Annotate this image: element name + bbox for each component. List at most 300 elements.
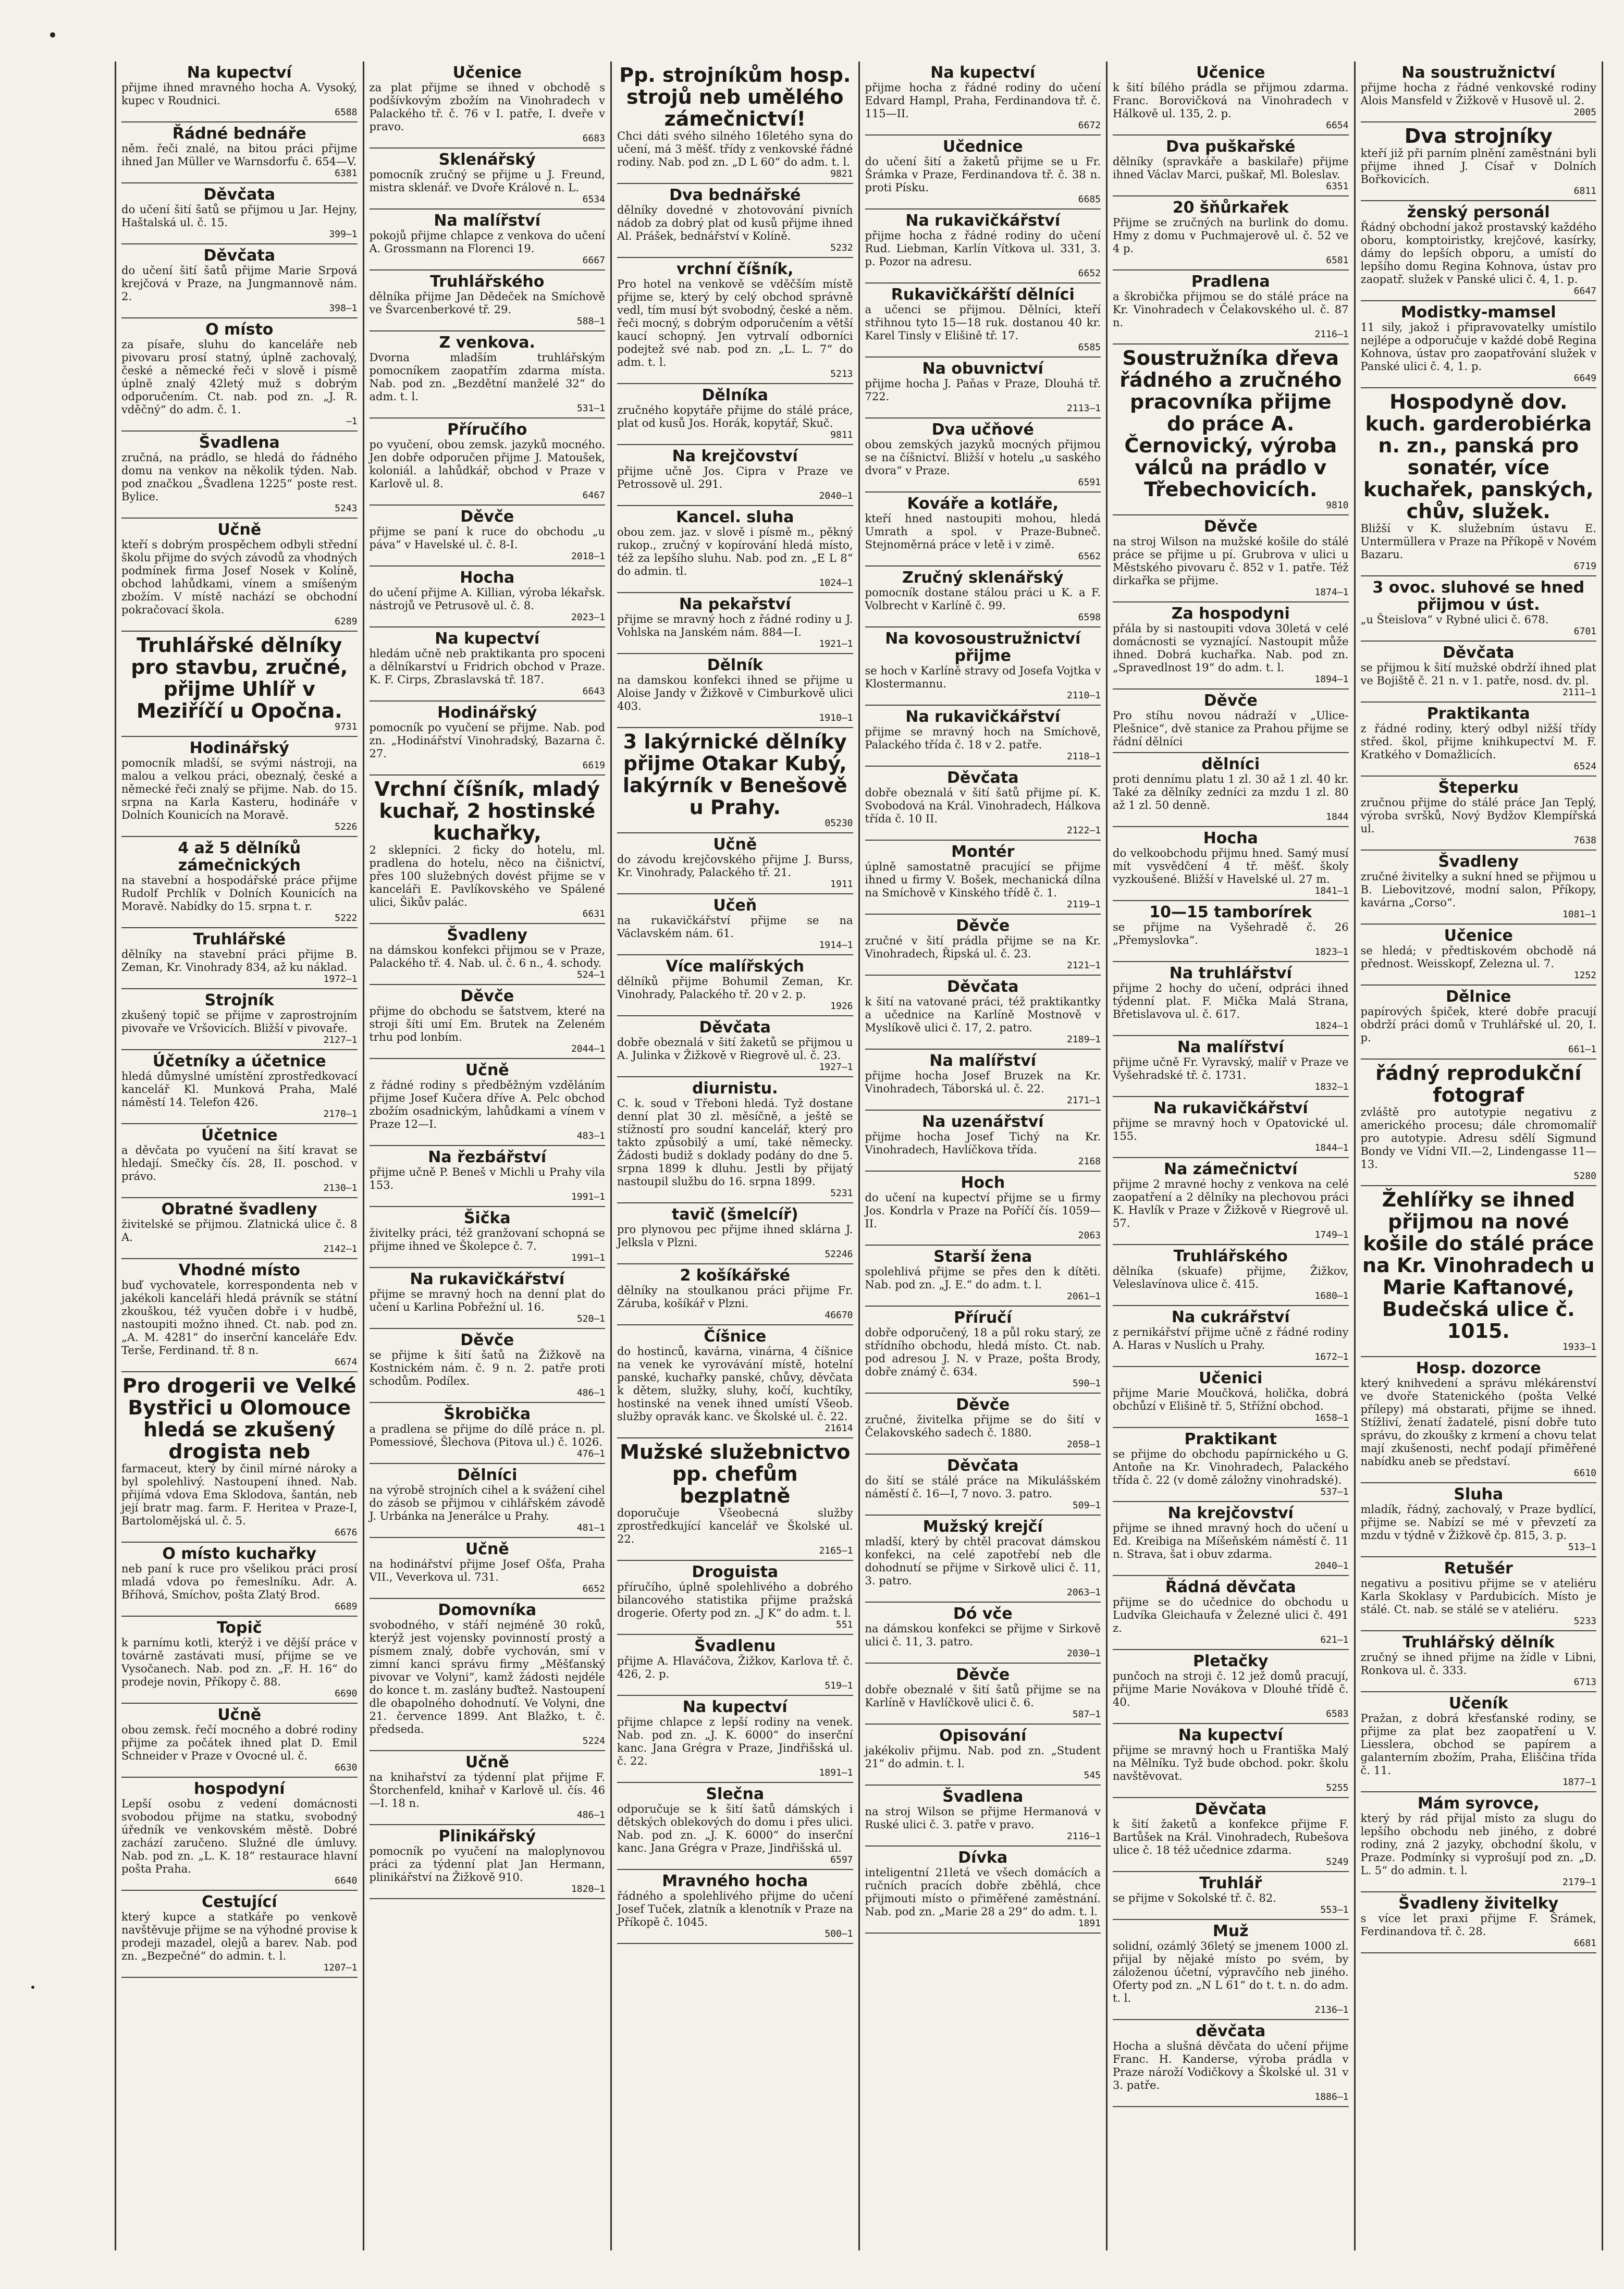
classified-ad xyxy=(1113,602,1349,690)
ad-code: 661—1 xyxy=(1568,1044,1596,1055)
ad-title: Vrchní číšník, mladý kuchař, 2 hostinské kuchařky, xyxy=(374,778,600,844)
classified-ad xyxy=(865,136,1101,210)
classified-ad xyxy=(121,432,358,519)
ad-title: Slečna xyxy=(706,1785,765,1803)
ad-body: a děvčata po vyučení na šití kravat se hledají. Smečky čís. 28, II. poschod. v právo. xyxy=(121,1144,358,1183)
ad-code: 6597 xyxy=(830,1854,853,1865)
ad-code: 1991—1 xyxy=(571,1191,605,1202)
ad-body: kteří s dobrým prospěchem odbyli střední školu přijme do svých závodů za vhodných podmínek firma Josef Nosek v Kolíně, obchod lahůdkami, vínem a smíšeným zbožím. V místě nachází se obchodní pokračovací škola. xyxy=(121,538,358,616)
ad-title: Hodinářský xyxy=(189,739,289,757)
ad-body: zručná, na prádlo, se hledá do řádného domu na venkov na několik týden. Nab. pod značkou „Švadlena 1225“ poste rest. Bylice. xyxy=(121,451,358,503)
ad-title: Děvčata xyxy=(699,1018,771,1037)
ad-code: 2113—1 xyxy=(1066,403,1101,414)
ad-code: 2116—1 xyxy=(1314,329,1349,340)
ad-body: obou zemsk. řečí mocného a dobré rodiny přijme za počátek ihned plat D. Emil Schneider v Praze v Ovocné ul. č. xyxy=(121,1724,358,1762)
ad-code: 5224 xyxy=(582,1736,605,1746)
ad-code: 1252 xyxy=(1573,970,1596,981)
ad-code: 2168 xyxy=(1078,1156,1101,1167)
ad-title: Vhodné místo xyxy=(178,1261,300,1279)
classified-ad xyxy=(1361,388,1597,576)
classified-ad xyxy=(1113,1502,1349,1576)
ad-title: Na rukavičkářství xyxy=(410,1270,565,1288)
ad-body: do učení šití šatů přijme Marie Srpová krejčová v Praze, na Jungmannově nám. 2. xyxy=(121,264,358,303)
classified-ad xyxy=(370,506,606,567)
ad-body: se přijme na Vyšehradě č. 26 „Přemyslovka“. xyxy=(1113,921,1349,946)
ad-title: Učně xyxy=(465,1061,509,1079)
classified-ad xyxy=(1113,1306,1349,1367)
classified-ad xyxy=(1113,1097,1349,1158)
classified-ad xyxy=(1361,576,1597,642)
classified-ad xyxy=(121,1778,358,1891)
ad-title: Dělnice xyxy=(1446,988,1511,1006)
ad-body: z řádné rodiny s předběžným vzděláním přijme Josef Kučera dříve A. Pelc obchod zbožím osadnickým, lahůdkami a vínem v Praze 12—I. xyxy=(369,1079,605,1130)
ad-code: 6685 xyxy=(1078,194,1101,205)
classified-ad xyxy=(1361,1186,1597,1357)
ad-title: Muž xyxy=(1212,1922,1249,1940)
ad-code: 7638 xyxy=(1573,835,1596,846)
ad-body: zručného kopytáře přijme do stálé práce, plat od kusů Jos. Horák, kopytář, Skuč. xyxy=(617,404,853,429)
ad-body: se přijme do obchodu papírnického u G. Antoňe na Kr. Vinohradech, Palackého třída č. 22 (v domě záložny vinohradské). xyxy=(1113,1448,1349,1486)
ad-code: 1024—1 xyxy=(819,577,853,588)
ad-code: 590—1 xyxy=(1072,1378,1101,1389)
ad-body: 2 sklepníci. 2 ficky do hotelu, ml. pradlena do hotelu, něco na čišnictví, přes 100 služebných dovést přijme se v kanceláři E. Pavlíkovského ve Spálené ulici, Šikův palác. xyxy=(369,844,605,908)
ad-title: Děvčata xyxy=(947,1457,1019,1475)
ad-title: 3 lakýrnické dělníky přijme Otakar Kubý, lakýrník v Benešově u Prahy. xyxy=(622,730,847,819)
ad-code: 520—1 xyxy=(576,1313,605,1324)
ad-body: do velkoobchodu přijmu hned. Samý musí mít vysvědčení 4 tř. měšť. školy vyzkoušené. Bližší v Havelské ul. 27 m. xyxy=(1113,847,1349,885)
classified-ad xyxy=(1113,2020,1349,2107)
ad-title: Soustružníka dřeva řádného a zručného pracovníka přijme do práce A. Černovický, výroba válců na prádlo v Třebechovicích. xyxy=(1119,347,1342,501)
ad-title: Na kovosoustružnictví přijme xyxy=(885,630,1081,665)
ad-code: 587—1 xyxy=(1072,1709,1101,1720)
ad-body: přijme Marie Moučková, holička, dobrá obchůzí v Elišině tř. 5, Střížní obchod. xyxy=(1113,1387,1349,1412)
ad-body: dělníky (spravkáře a baskilaře) přijme ihned Václav Marci, puškař, Ml. Boleslav. xyxy=(1113,155,1349,181)
classified-ad xyxy=(121,519,358,632)
ad-body: buď vychovatele, korrespondenta neb v jakékoli kanceláři hledá právník se státní zkouškou, též vyučen dobře i v hudbě, nastoupiti možno ihned. Ct. nab. pod zn. „A. M. 4281“ do inserční kanceláře Edv. Terše, Ferdinand. tř. 8 n. xyxy=(121,1279,358,1357)
ad-body: přijme do obchodu se šatstvem, které na stroji šíti umí Em. Brutek na Zeleném trhu pod lonbím. xyxy=(369,1005,605,1043)
ad-body: pomocník po vyučení se přijme. Nab. pod zn. „Hodinářství Vinohradský, Bazarna č. 27. xyxy=(369,721,605,760)
classified-ad xyxy=(865,493,1101,567)
ad-title: Z venkova. xyxy=(439,334,535,352)
ad-code: 1891—1 xyxy=(819,1767,853,1778)
ad-title: Kováře a kotláře, xyxy=(907,495,1059,513)
ad-code: 1749—1 xyxy=(1314,1229,1349,1240)
ad-body: přijme A. Hlaváčova, Žižkov, Karlova tř. č. 426, 2. p. xyxy=(617,1655,853,1680)
ad-code: 519—1 xyxy=(825,1680,853,1691)
ad-body: hledám učně neb praktikanta pro spoceni a dělníkarství u Fridrich obchod v Praze. K. F. Cirps, Zbraslavská tř. 187. xyxy=(369,647,605,686)
ad-title: Děvče xyxy=(956,917,1010,935)
ad-code: 545 xyxy=(1084,1770,1101,1781)
ad-title: Děvčata xyxy=(1443,644,1515,662)
classified-ad xyxy=(865,1111,1101,1172)
ad-code: 1680—1 xyxy=(1314,1290,1349,1301)
classified-ad xyxy=(617,593,853,654)
ad-code: 486—1 xyxy=(576,1810,605,1820)
ad-body: přijme se mravný hoch z řádné rodiny u J. Vohlska na Janském nám. 884—I. xyxy=(617,613,853,638)
classified-ad xyxy=(617,1264,853,1325)
ad-body: hledá důmyslné umístění zprostředkovací kancelář Kl. Munková Praha, Malé náměstí 14. Telefon 426. xyxy=(121,1070,358,1109)
ad-body: přijme hocha J. Paňas v Praze, Dlouhá tř. 722. xyxy=(865,377,1101,403)
ad-title: Hodinářský xyxy=(437,704,537,722)
ad-code: 486—1 xyxy=(576,1387,605,1398)
ad-title: Děvčata xyxy=(203,247,275,265)
ad-title: Za hospodyni xyxy=(1171,605,1290,623)
ad-code: 2130—1 xyxy=(323,1183,358,1193)
ad-title: Děvče xyxy=(956,1666,1010,1684)
ad-title: řádný reprodukční fotograf xyxy=(1375,1062,1582,1106)
classified-ad xyxy=(865,358,1101,419)
classified-ad xyxy=(1113,196,1349,270)
ad-title: Děvče xyxy=(460,987,514,1005)
classified-ad xyxy=(370,1751,606,1825)
ad-title: děvčata xyxy=(1196,2022,1266,2040)
ad-body: farmaceut, který by činil mírné nároky a byl spolehlivý. Nastoupení ihned. Nab. přijímá vdova Ema Sklodova, šantán, neb její bratr mag. farm. F. Heritea v Praze-I, Bartolomějská ul. č. 5. xyxy=(121,1462,358,1527)
classified-ad xyxy=(370,1599,606,1751)
classified-ad xyxy=(865,976,1101,1050)
ad-title: Sklenářský xyxy=(438,151,536,169)
classified-ad xyxy=(617,1325,853,1438)
ad-body: za písaře, sluhu do kanceláře neb pivovaru prosí statný, úplně zachovalý, české a německé řeči v slově i písmě úplně znalý 42letý muž s dobrým odporučením. Ct. nab. pod zn. „J. R. vděčný“ do adm. č. 1. xyxy=(121,338,358,416)
ad-body: na stroj Wilson se přijme Hermanová v Ruské ulici č. 3. patře v pravo. xyxy=(865,1805,1101,1831)
ad-body: za plat přijme se ihned v obchodě s podšívkovým zbožím na Vinohradech v Palackého tř. č. 76 v I. patře, I. dveře v pravo. xyxy=(369,81,605,133)
classified-ad xyxy=(1361,703,1597,777)
classified-ad xyxy=(1361,925,1597,986)
classified-ad xyxy=(1361,1357,1597,1483)
ad-code: 9811 xyxy=(830,429,853,440)
classified-ad xyxy=(617,654,853,728)
ad-code: 1841—1 xyxy=(1314,885,1349,896)
classified-ad xyxy=(617,61,853,184)
ad-code: 6631 xyxy=(582,908,605,919)
ad-body: pomocník mladší, se svými nástroji, na malou a velkou práci, obeznalý, české a německé řeči znalý se přijme. Nab. do 15. srpna na Karla Kasteru, hodináře v Dolních Kounicích na Moravě. xyxy=(121,757,358,821)
ad-code: 1874—1 xyxy=(1314,587,1349,598)
classified-ad xyxy=(617,258,853,384)
ad-title: Dělníci xyxy=(457,1466,518,1484)
column-2 xyxy=(364,61,612,2250)
print-speck xyxy=(31,1986,34,1989)
classified-columns xyxy=(115,61,1603,2250)
classified-ad xyxy=(370,1403,606,1464)
ad-title: Domovníka xyxy=(438,1601,537,1619)
ad-title: Sluha xyxy=(1454,1485,1504,1504)
classified-ad xyxy=(865,1725,1101,1786)
classified-ad xyxy=(1113,827,1349,901)
classified-ad xyxy=(865,1455,1101,1516)
ad-code: 1820—1 xyxy=(571,1884,605,1894)
ad-body: zručné v šití prádla přijme se na Kr. Vinohradech, Řipská ul. č. 23. xyxy=(865,934,1101,960)
ad-code: 9731 xyxy=(335,721,358,732)
ad-body: dobře obeznalá v šití šatů přijme pí. K. Svobodová na Král. Vinohradech, Hálkova třída č. 10 II. xyxy=(865,786,1101,825)
classified-ad xyxy=(865,419,1101,493)
ad-code: 6351 xyxy=(1326,181,1349,192)
ad-code: 2111—1 xyxy=(1562,687,1596,698)
ad-title: Číšnice xyxy=(704,1327,767,1346)
ad-code: 21614 xyxy=(825,1423,853,1434)
ad-body: přijme se mravný hoch na denní plat do učení u Karlina Pobřežní ul. 16. xyxy=(369,1288,605,1313)
ad-body: Přijme se zručných na burlink do domu. Hmy z domu v Puchmajerově ul. č. 52 ve 4 p. xyxy=(1113,216,1349,255)
ad-title: Učednice xyxy=(942,138,1023,156)
ad-body: pomocník po vyučení na maloplynovou práci za týdenní plat Jan Hermann, plinikářství na Žižkově 910. xyxy=(369,1845,605,1884)
classified-ad xyxy=(617,1077,853,1203)
ad-code: 2058—1 xyxy=(1066,1439,1101,1450)
ad-title: Učně xyxy=(465,1753,509,1771)
classified-ad xyxy=(121,1198,358,1259)
ad-code: 6654 xyxy=(1326,120,1349,131)
ad-code: 1844 xyxy=(1326,811,1349,822)
ad-title: Žehlířky se ihned přijmou na nové košile do stálé práce na Kr. Vinohradech u Marie Kaftanové, Budečská ulice č. 1015. xyxy=(1362,1188,1595,1343)
ad-code: 6583 xyxy=(1326,1708,1349,1719)
ad-title: Truhlářského xyxy=(1173,1247,1288,1265)
classified-ad xyxy=(865,210,1101,284)
ad-body: jakékoliv přijmu. Nab. pod zn. „Student 21“ do admin. t. l. xyxy=(865,1744,1101,1770)
ad-code: 6811 xyxy=(1573,186,1596,196)
ad-title: ženský personál xyxy=(1407,203,1550,221)
ad-body: přijme se mravný hoch v Opatovické ul. 155. xyxy=(1113,1117,1349,1142)
ad-body: přijme hocha z řádné venkovské rodiny Alois Mansfeld v Žižkově v Husově ul. 2. xyxy=(1360,81,1596,107)
ad-code: 2122—1 xyxy=(1066,825,1101,836)
ad-title: Šička xyxy=(463,1209,511,1227)
ad-code: 1081—1 xyxy=(1562,909,1596,920)
ad-title: Dva bednářské xyxy=(669,186,801,204)
ad-code: 6630 xyxy=(335,1762,358,1773)
ad-title: Rukavičkářští dělníci xyxy=(891,286,1075,304)
ad-body: punčoch na stroji č. 12 jež domů pracují, přijme Marie Novákova v Dlouhé třídě č. 40. xyxy=(1113,1670,1349,1708)
ad-body: do učení šití šatů se přijmou u Jar. Hejny, Haštalská ul. č. 15. xyxy=(121,203,358,229)
ad-title: Hoch xyxy=(961,1174,1005,1192)
ad-body: Pro hotel na venkově se vděčším místě přijme se, který by celý obchod správně vedl, tím musí být svobodný, české a něm. řeči mocný, s dobrým odporučením a větší kaucí schopný. Jen vytrvalí odborníci podejtež své nab. pod zn. „L. L. 7“ do adm. t. l. xyxy=(617,278,853,368)
ad-code: 2063 xyxy=(1078,1230,1101,1241)
classified-ad xyxy=(121,1372,358,1543)
ad-body: neb paní k ruce pro všelikou práci prosí mladá vdova po řemeslníku. Adr. A. Bříhová, Smíchov, pošta Zlatý Brod. xyxy=(121,1562,358,1601)
ad-code: 2136—1 xyxy=(1314,2004,1349,2015)
ad-title: Na uzenářství xyxy=(922,1113,1044,1131)
classified-ad xyxy=(370,1146,606,1207)
classified-ad xyxy=(865,1603,1101,1664)
ad-title: Cestující xyxy=(201,1893,277,1911)
ad-code: 6674 xyxy=(335,1357,358,1368)
classified-ad xyxy=(1113,1920,1349,2020)
classified-ad xyxy=(121,61,358,122)
ad-body: přijme učně Fr. Vyravský, malíř v Praze ve Vyšehradské tř. č. 1731. xyxy=(1113,1056,1349,1081)
classified-ad xyxy=(1361,851,1597,925)
ad-code: 1921—1 xyxy=(819,638,853,649)
ad-title: Učeník xyxy=(1448,1694,1508,1713)
ad-title: Děvčata xyxy=(1195,1800,1266,1818)
ad-title: Montér xyxy=(951,843,1015,861)
ad-body: spolehlivá přijme se přes den k dítěti. Nab. pod zn. „J. E.“ do adm. t. l. xyxy=(865,1265,1101,1291)
ad-code: 1926 xyxy=(830,1001,853,1012)
ad-title: Na kupectví xyxy=(930,64,1036,82)
classified-ad xyxy=(370,1329,606,1403)
ad-body: příručího, úplně spolehlivého a dobrého bilancového statistika přijme pražská drogerie. Oferty pod zn. „J K“ do adm. t. l. xyxy=(617,1581,853,1619)
ad-code: 1933—1 xyxy=(1562,1342,1596,1352)
classified-ad xyxy=(1361,1483,1597,1557)
ad-body: k parnímu kotli, kterýž i ve dější práce v továrně zastávati musí, přijme se ve Vysočanech. Nab. pod zn. „F. H. 16“ do prodeje novin, Příkopy č. 88. xyxy=(121,1636,358,1688)
ad-body: zručné živitelky a sukní hned se přijmou u B. Liebovitzové, modní salon, Příkopy, kavárna „Corso“. xyxy=(1360,870,1596,909)
ad-code: 2005 xyxy=(1573,107,1596,118)
classified-ad xyxy=(617,506,853,593)
classified-ad xyxy=(865,627,1101,706)
ad-body: dělníka (skuafe) přijme, Žižkov, Veleslavínova ulice č. 415. xyxy=(1113,1265,1349,1290)
ad-title: Děvče xyxy=(956,1396,1010,1414)
classified-ad xyxy=(370,702,606,776)
ad-body: dobře obeznalé v šití šatů přijme se na Karlíně v Havlíčkově ulici č. 6. xyxy=(865,1683,1101,1709)
ad-body: přijme se ihned mravný hoch do učení u Ed. Kreibiga na Míšeňském náměstí č. 11 n. Strava, šat i obuv zdarma. xyxy=(1113,1522,1349,1560)
ad-body: živitelské se přijmou. Zlatnická ulice č. 8 A. xyxy=(121,1218,358,1244)
ad-body: s více let praxi přijme F. Šrámek, Ferdinandova tř. č. 28. xyxy=(1360,1912,1596,1938)
classified-ad xyxy=(865,567,1101,627)
ad-title: Účetnice xyxy=(201,1126,278,1144)
ad-body: který kupce a statkáře po venkově navštěvuje přijme se na výhodné provise k prodeji mazadel, olejů a barev. Nab. pod zn. „Bezpečné“ do admin. t. l. xyxy=(121,1911,358,1962)
classified-ad xyxy=(865,767,1101,841)
ad-title: Dva puškařské xyxy=(1166,138,1296,156)
classified-ad xyxy=(617,1438,853,1561)
ad-title: Škrobička xyxy=(444,1405,531,1423)
ad-title: Strojník xyxy=(204,991,274,1010)
ad-code: 2040—1 xyxy=(819,490,853,501)
ad-title: Na truhlářství xyxy=(1169,964,1292,982)
ad-code: 6683 xyxy=(582,133,605,144)
ad-body: dělníka přijme Jan Dědeček na Smíchově ve Švarcenberkové tř. 29. xyxy=(369,290,605,316)
ad-body: kteří hned nastoupiti mohou, hledá Umrath a spol. v Praze-Bubneč. Stejnoměrná práce v letě i v zimě. xyxy=(865,512,1101,551)
ad-code: 1877—1 xyxy=(1562,1777,1596,1788)
classified-ad xyxy=(865,61,1101,136)
ad-body: na výrobě strojních cihel a k svážení cihel do zásob se přijmou v cihlářském závodě J. Urbánka na Jenerálce u Prahy. xyxy=(369,1484,605,1522)
classified-ad xyxy=(370,567,606,627)
ad-code: 6690 xyxy=(335,1688,358,1699)
classified-ad xyxy=(617,1870,853,1944)
ad-body: Chci dáti svého silného 16letého syna do učení, má 3 měšť. třídy z venkovské řádné rodiny. Nab. pod zn. „D L 60“ do adm. t. l. xyxy=(617,130,853,168)
ad-title: Na rukavičkářství xyxy=(905,708,1061,726)
ad-code: 481—1 xyxy=(576,1522,605,1533)
ad-body: obou zem. jaz. v slově i písmě m., pěkný rukop., zručný v kopírování hledá místo, též za lepšího sluhu. Nab. pod zn. „E L 8“ do admin. tl. xyxy=(617,526,853,577)
ad-code: 6652 xyxy=(582,1583,605,1594)
ad-title: Na malířství xyxy=(1177,1038,1284,1056)
ad-body: Řádný obchodní jakož prostavský každého oboru, komptoiristky, krejčové, kasírky, dámy do lepších obporu, a umístí do lepšího domu Regina Kohnova, ústav pro zaopatř. služek v Panské ulici č. 4, 1. p. xyxy=(1360,221,1596,286)
ad-code: 2119—1 xyxy=(1066,899,1101,910)
ad-title: Švadlenu xyxy=(694,1637,776,1655)
ad-title: Na kupectví xyxy=(435,630,540,648)
ad-title: Více malířských xyxy=(666,957,804,976)
ad-title: Mravného hocha xyxy=(662,1872,808,1890)
ad-code: 6591 xyxy=(1078,477,1101,488)
ad-title: 2 košíkářské xyxy=(680,1266,791,1285)
ad-title: Účetníky a účetnice xyxy=(152,1052,326,1070)
ad-code: 6643 xyxy=(582,686,605,697)
ad-title: Pro drogerii ve Velké Bystřici u Olomouce hledá se zkušený drogista neb xyxy=(122,1374,356,1463)
classified-ad xyxy=(617,1561,853,1635)
classified-ad xyxy=(1113,962,1349,1036)
ad-body: se přijme k šití šatů na Žižkově na Kostnickém nám. č. 9 n. 2. patře proti schodům. Podílex. xyxy=(369,1349,605,1387)
ad-title: Hocha xyxy=(460,569,515,587)
ad-code: 6689 xyxy=(335,1601,358,1612)
ad-code: 1824—1 xyxy=(1314,1020,1349,1031)
ad-code: 1886—1 xyxy=(1314,2091,1349,2102)
ad-body: Pražan, z dobrá křesťanské rodiny, se přijme za plat bez zaopatření u V. Liesslera, obchod se papírem a galanterním zbožím, Praha, Eliščina třída č. 11. xyxy=(1360,1712,1596,1777)
classified-ad xyxy=(865,1664,1101,1725)
classified-ad xyxy=(1361,1631,1597,1692)
ad-code: —1 xyxy=(346,416,358,427)
ad-code: 2040—1 xyxy=(1314,1560,1349,1571)
ad-code: 537—1 xyxy=(1320,1486,1349,1497)
column-3 xyxy=(612,61,860,2250)
ad-code: 6681 xyxy=(1573,1938,1596,1949)
ad-body: něm. řeči znalé, na bitou práci přijme ihned Jan Müller ve Warnsdorfu č. 654—V. xyxy=(121,142,358,168)
ad-body: do učení na kupectví přijme se u firmy Jos. Kondrla v Praze na Poříčí čís. 1059—II. xyxy=(865,1191,1101,1230)
ad-body: na dámskou konfekci přijmou se v Praze, Palackého tř. 4. Nab. ul. č. 6 n., 4. schody. xyxy=(369,944,605,969)
ad-title: Praktikanta xyxy=(1426,705,1530,723)
ad-title: Řádné bednáře xyxy=(172,125,306,143)
ad-code: 2063—1 xyxy=(1066,1587,1101,1598)
ad-code: 6381 xyxy=(335,168,358,179)
ad-title: vrchní číšník, xyxy=(676,260,794,278)
classified-ad xyxy=(1113,1650,1349,1724)
classified-ad xyxy=(1113,1158,1349,1245)
ad-title: Učně xyxy=(465,1540,509,1558)
classified-ad xyxy=(1113,690,1349,753)
ad-body: přijme se mravný hoch na Smíchově, Palackého třída č. 18 v 2. patře. xyxy=(865,725,1101,751)
ad-title: Učeň xyxy=(713,896,757,915)
ad-code: 6652 xyxy=(1078,268,1101,279)
ad-body: zkušený topič se přijme v zaprostrojním pivovaře ve Vršovicích. Bližší v pivovaře. xyxy=(121,1009,358,1035)
classified-ad xyxy=(617,894,853,955)
ad-body: se hoch v Karlíně stravy od Josefa Vojtka v Klostermannu. xyxy=(865,664,1101,690)
ad-code: 398—1 xyxy=(329,303,358,314)
ad-title: Dó vče xyxy=(953,1605,1013,1623)
classified-ad xyxy=(865,915,1101,976)
ad-title: Pletačky xyxy=(1193,1652,1269,1670)
ad-body: do učení přijme A. Killian, výroba lékařsk. nástrojů ve Petrusově ul. č. 8. xyxy=(369,586,605,612)
ad-body: který knihvedení a správu mlékárenství ve dvoře Statenického (pošta Velké přílepy) má obstarati, přijme se ihned. Stížliví, ženatí žadatelé, pisní dobře tuto správu, do zkoušky z krmení a chovu telat mají zkušenosti, nechť podají přiměřené nabídku aneb se představí. xyxy=(1360,1377,1596,1468)
ad-title: Truhlářského xyxy=(430,273,545,291)
ad-title: Příručího xyxy=(447,421,527,439)
ad-title: Příručí xyxy=(954,1309,1012,1327)
classified-ad xyxy=(865,841,1101,915)
classified-ad xyxy=(617,1783,853,1870)
ad-code: 9810 xyxy=(1326,500,1349,511)
ad-body: pro plynovou pec přijme ihned sklárna J. Jelksla v Plzni. xyxy=(617,1223,853,1249)
classified-ad xyxy=(370,270,606,331)
ad-body: k šití bílého prádla se přijmou zdarma. Franc. Borovičková na Vinohradech v Hálkově ul. 135, 2. p. xyxy=(1113,81,1349,120)
ad-title: Švadleny xyxy=(1438,853,1519,871)
ad-body: na stroj Wilson na mužské košile do stálé práce se přijme u pí. Grubrova v ulici u Městského pivovaru č. 852 v 1. patře. Též dirkařka se přijme. xyxy=(1113,535,1349,587)
ad-code: 1672—1 xyxy=(1314,1351,1349,1362)
ad-code: 9821 xyxy=(830,168,853,179)
ad-body: zvláště pro autotypie negativu z amerického procesu; dále chromomalíř pro autotypie. Adresu sdělí Sigmund Bondy ve Vídni VII.—2, Lindengasse 11—13. xyxy=(1360,1106,1596,1171)
ad-title: diurnistu. xyxy=(692,1079,778,1098)
ad-code: 1972—1 xyxy=(323,974,358,984)
ad-title: Plinikářský xyxy=(438,1827,536,1845)
classified-ad xyxy=(370,985,606,1059)
ad-title: Hocha xyxy=(1203,829,1258,847)
ad-code: 6640 xyxy=(335,1875,358,1886)
ad-title: Kancel. sluha xyxy=(676,508,794,526)
ad-title: Truhlářské dělníky pro stavbu, zručné, přijme Uhlíř v Meziříčí u Opočna. xyxy=(131,634,348,722)
ad-title: Učně xyxy=(713,835,757,854)
ad-body: zručnou přijme do stálé práce Jan Teplý, výroba svršků, Nový Bydžov Klempířská ul. xyxy=(1360,796,1596,835)
classified-ad xyxy=(617,1203,853,1264)
ad-body: Dvorna mladším truhlářským pomocníkem zaopatřím zdarma místa. Nab. pod zn. „Bezdětní manželé 32“ do adm. t. l. xyxy=(369,351,605,403)
ad-code: 1832—1 xyxy=(1314,1081,1349,1092)
ad-code: 2018—1 xyxy=(571,551,605,562)
ad-body: přijme učně Jos. Cipra v Praze ve Petrossově ul. 291. xyxy=(617,465,853,490)
classified-ad xyxy=(121,928,358,989)
ad-title: Učně xyxy=(217,521,262,539)
ad-title: Švadlena xyxy=(199,434,280,452)
classified-ad xyxy=(617,833,853,894)
ad-code: 5255 xyxy=(1326,1782,1349,1793)
ad-title: 20 šňůrkařek xyxy=(1172,199,1289,217)
